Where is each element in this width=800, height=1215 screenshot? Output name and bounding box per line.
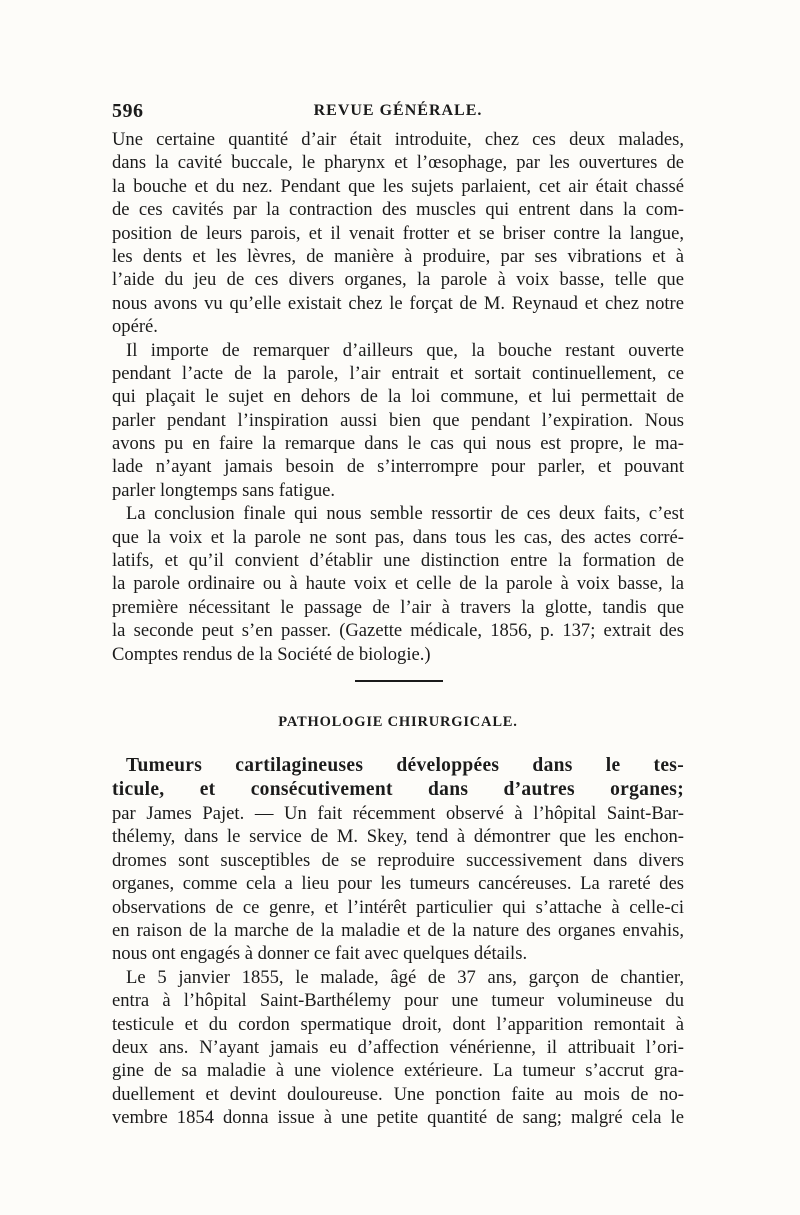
text-line: que la voix et la parole ne sont pas, dans tous les cas, des actes corré-: [112, 526, 684, 548]
text-line: vembre 1854 donna issue à une petite quantité de sang; malgré cela le: [112, 1107, 684, 1129]
text-line: entra à l’hôpital Saint-Barthélemy pour une tumeur volumineuse du: [112, 990, 684, 1012]
text-line: nous avons vu qu’elle existait chez le forçat de M. Reynaud et chez notre: [112, 292, 684, 314]
text-line: en raison de la marche de la maladie et de la nature des organes envahis,: [112, 919, 684, 941]
text-line: première nécessitant le passage de l’air à travers la glotte, tandis que: [112, 596, 684, 618]
section-title: PATHOLOGIE CHIRURGICALE.: [278, 714, 518, 730]
text-line: duellement et devint douloureuse. Une ponction faite au mois de no-: [112, 1083, 684, 1105]
text-line: lade n’ayant jamais besoin de s’interrompre pour parler, et pouvant: [112, 456, 684, 478]
running-title: REVUE GÉNÉRALE.: [313, 102, 483, 119]
text-line: qui plaçait le sujet en dehors de la loi commune, et lui permettait de: [112, 386, 684, 408]
text-line: La conclusion finale qui nous semble ressortir de ces deux faits, c’est: [126, 503, 684, 525]
text-line: Comptes rendus de la Société de biologie.): [112, 643, 431, 665]
article-title-line: ticule, et consécutivement dans d’autres organes;: [112, 779, 684, 800]
text-line: position de leurs parois, et il venait frotter et se briser contre la langue,: [112, 222, 684, 244]
text-line: parler longtemps sans fatigue.: [112, 479, 336, 501]
surgical-pathology-text: [112, 754, 684, 1129]
text-line: Le 5 janvier 1855, le malade, âgé de 37 ans, garçon de chantier,: [126, 966, 684, 988]
text-line: organes, comme cela a lieu pour les tumeurs cancéreuses. La rareté des: [112, 873, 684, 895]
section-divider: [355, 680, 443, 682]
physiology-text: [112, 128, 684, 666]
text-line: l’aide du jeu de ces divers organes, la parole à voix basse, telle que: [112, 269, 684, 291]
text-line: observations de ce genre, et l’intérêt particulier qui s’attache à celle-ci: [112, 896, 684, 918]
article-title-line: Tumeurs cartilagineuses développées dans le tes-: [126, 755, 684, 776]
text-line: nous ont engagés à donner ce fait avec quelques détails.: [112, 943, 528, 965]
text-line: dromes sont susceptibles de se reproduire successivement dans divers: [112, 849, 684, 871]
text-line: thélemy, dans le service de M. Skey, tend à démontrer que les enchon-: [112, 826, 684, 848]
text-line: par James Pajet. — Un fait récemment observé à l’hôpital Saint-Bar-: [112, 803, 684, 824]
text-line: Il importe de remarquer d’ailleurs que, la bouche restant ouverte: [126, 339, 684, 361]
text-line: Une certaine quantité d’air était introduite, chez ces deux malades,: [112, 129, 684, 150]
page-number: 596: [112, 100, 144, 122]
text-line: la seconde peut s’en passer. (Gazette médicale, 1856, p. 137; extrait des: [112, 620, 684, 642]
text-line: avons pu en faire la remarque dans le cas qui nous est propre, le ma-: [112, 433, 684, 455]
text-line: la parole ordinaire ou à haute voix et celle de la parole à voix basse, la: [112, 573, 684, 595]
text-line: deux ans. N’ayant jamais eu d’affection vénérienne, il attribuait l’ori-: [112, 1036, 684, 1058]
text-line: la bouche et du nez. Pendant que les sujets parlaient, cet air était chassé: [112, 175, 684, 197]
page-header: [112, 100, 684, 126]
text-line: dans la cavité buccale, le pharynx et l’œsophage, par les ouvertures de: [112, 152, 684, 174]
text-line: de ces cavités par la contraction des muscles qui entrent dans la com-: [112, 199, 684, 221]
text-line: opéré.: [112, 316, 158, 338]
text-line: gine de sa maladie à une violence extérieure. La tumeur s’accrut gra-: [112, 1060, 684, 1082]
text-line: latifs, et qu’il convient d’établir une distinction entre la formation de: [112, 550, 684, 572]
text-line: pendant l’acte de la parole, l’air entrait et sortait continuellement, ce: [112, 362, 684, 384]
text-line: testicule et du cordon spermatique droit, dont l’apparition remontait à: [112, 1013, 684, 1035]
text-line: les dents et les lèvres, de manière à produire, par ses vibrations et à: [112, 245, 684, 267]
text-line: parler pendant l’inspiration aussi bien que pendant l’expiration. Nous: [112, 409, 684, 431]
